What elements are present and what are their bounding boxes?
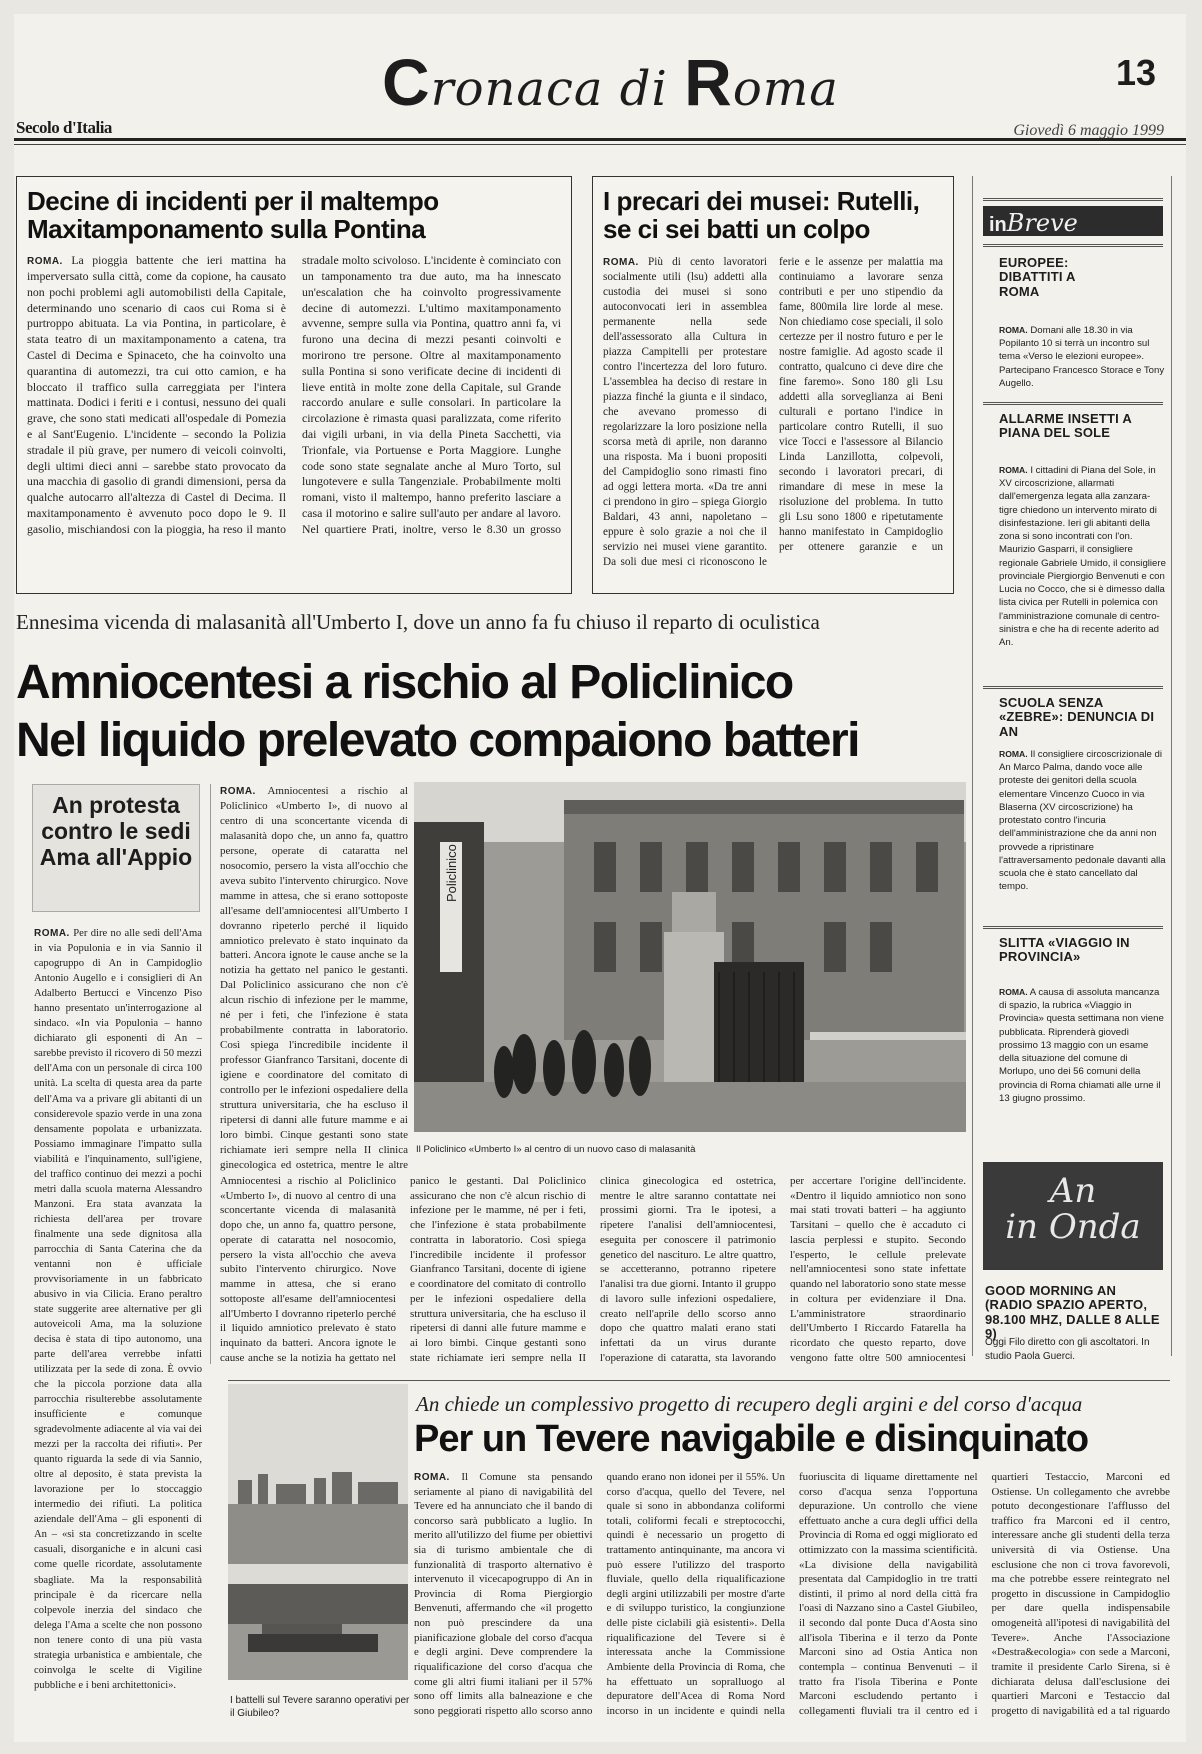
brief-rule <box>983 402 1163 405</box>
section-title <box>382 44 839 120</box>
an-in-onda-line-1: An <box>1049 1171 1097 1211</box>
ama-text: Per dire no alle sedi dell'Ama in via Populonia e in via Sannio il capogruppo di An in Campidoglio Antonio Augello e i consiglieri di An Adalberto Bertucci e Vincenzo Piso hanno presentato un'interrogazione al sindaco. «In via Populonia – hanno dichiarato gli esponenti di An – sarebbe previsto il ricovero di 50 mezzi dell'Ama con un personale di circa 100 unità. La scelta di questa area da parte dell'Ama va a privare gli abitanti di un considerevole spazio verde in una zona densamente popolata e urbanizzata. Possiamo immaginare l'impatto sulla viabilità e l'inquinamento, sull'igiene, del traffico continuo dei mezzi a pochi metri dalla scuola materna Alessandro Manzoni. Era stata avanzata la richiesta dell'area per trovare finalmente una sede dignitosa alla parrocchia di Santa Caterina che da ventanni non è ufficiale provvisoriamente in un fabbricato abusivo in via Cilicia. Erano peraltro state suggerite aree alternative per gli autoveicoli Ama, ma la soluzione decisa è stata di tipo autonomo, una parte dell'area verrebbe infatti utilizzata per la sede di zona. È ovvio che la piccola porzione data alla parrocchia risulterebbe assolutamente insufficiente e comunque sgradevolmente adiacente al via vai dei mezzi per la raccolta dei rifiuti». Per quanto riguarda la sede di via Sannio, oltre al deposito, è stata prevista la lavorazione per lo stoccaggio intermedio dei rifiuti. La politica aziendale dell'Ama – gli esponenti di An – «si sta concretizzando in scelte casuali, disorganiche e in alcuni casi come quelle ricordate, assolutamente sbagliate. Ma la responsabilità principale è da ricercare nella colpevole inerzia del sindaco che delega l'Ama a scelte che non possono non tenere conto di una più vasta strategia urbanistica e ambientale, che coinvolga le scelte di Vigiline pubbliche e i beni architettonici». <box>34 928 202 1691</box>
tevere-photo <box>228 1384 408 1680</box>
radio-text: Oggi Filo diretto con gli ascoltatori. In studio Paola Guerci. <box>985 1337 1150 1362</box>
tevere-text: Il Comune sta pensando seriamente al piano di navigabilità del Tevere ed ha annunciato che il bando di concorso sarà pubblicato a luglio. In merito all'utilizzo del fiume per obiettivi sia di turismo ambientale che di funzionalità di trasporto alternativo è intervenuto il vicecapogruppo di An in Provincia di Roma Piergiorgio Benvenuti, affermando che «il progetto non può prescindere da una pianificazione globale del corso d'acqua e degli argini. Deve comprendere la riqualificazione del corso d'acqua che come gli altri fiumi italiani per il 57% sono off limits alla balneazione e che sono peggiorati rispetto allo scorso anno quando erano non idonei per il 55%. Un corso d'acqua, quello del Tevere, nel quale si sono in abbondanza coliformi totali, coliformi fecali e streptococchi, quindi è necessario un progetto di trattamento antinquinante, ma ancora vi può essere l'utilizzo del trasporto fluviale, quello della riqualificazione degli argini utilizzabili per mostre d'arte e di sviluppo turistico, la congiunzione delle piste ciclabili già esistenti». Della riqualificazione del Tevere si è interessata anche la Commissione Ambiente della Provincia di Roma, che ha effettuato un sopralluogo al depuratore dell'Acea di Roma Nord incorso in un incidente e quindi nella fuoriuscita di liquame direttamente nel corso d'acqua senza l'opportuna depurazione. Un controllo che viene effettuato anche a cura degli uffici della Provincia di Roma ed oggi migliorato ed ottimizzato con la massima scientificità. «La divisione della navigabilità presentata dal Campidoglio in tre tratti distinti, il primo al nord della città fra l'oasi di Nazzano sino a Castel Giubileo, il secondo dal ponte Duca d'Aosta sino all'isola Tiberina e il terzo da Ponte Marconi sino ad Ostia Antica non contempla – continua Benvenuti – il tratto fra l'isola Tiberina e Ponte Marconi escludendo pertanto i collegamenti fluviali tra il centro ed i quartieri Testaccio, Marconi ed Ostiense. Un collegamento che avrebbe potuto decongestionare l'afflusso del traffico fra Marconi ed il centro, interessare anche gli studenti della terza università di via Ostiense. Una esclusione che non ci trova favorevoli, ma che potrebbe essere reintegrato nel progetto in discussione in Campidoglio per dare quella indispensabile omogeneità all'ipotesi di navigabilità del Tevere». Anche l'Associazione «Destra&ecologia» con sede a Marconi, tramite il presidente Carlo Sirena, si è dichiarata delusa dall'esclusione dei quartieri Marconi e Testaccio dal progetto di navigabilità ed a tal riguardo <box>414 1471 1170 1717</box>
brief-rule-top <box>983 198 1163 201</box>
tevere-photo-caption: I battelli sul Tevere saranno operativi per il Giubileo? <box>230 1695 410 1719</box>
brief-rule <box>983 244 1163 247</box>
policlinico-photo <box>414 782 966 1132</box>
brief-rule <box>983 686 1163 689</box>
brief-text-scuola <box>999 748 1167 920</box>
lead-kicker: Ennesima vicenda di malasanità all'Umberto I, dove un anno fa fu chiuso il reparto di oculistica <box>16 610 820 634</box>
lead-text: Amniocentesi a rischio al Policlinico «Umberto I», di nuovo al centro di una sconcertante vicenda di malasanità dopo che, un anno fa, quattro persone, operate di cataratta nel nosocomio, persero la vista all'occhio che aveva subito l'intervento chirurgico. Nove mamme in attesa, che si erano sottoposte all'esame dell'amniocentesi all'Umberto I dovranno ripeterlo perché il liquido amniotico prelevato è stato inquinato da batteri. Ancora ignote le cause anche se la notizia ha gettato nel panico le gestanti. Dal Policlinico assicurano che non c'è alcun rischio di infezione per le mamme, né per i feti, che l'infezione è stata probabilmente contratta in laboratorio. Così spiega l'incredibile incidente il professor Gianfranco Tarsitani, docente di igiene e coordinatore del comitato di controllo per le infezioni ospedaliere della struttura universitaria, che ha escluso il ripetersi di danni alle future mamme e ai loro bimbi. Cinque gestanti sono state richiamate ieri sempre nella II clinica ginecologica ed ostetrica, mentre le altre <box>220 785 408 1171</box>
maltempo-dateline: ROMA. <box>27 256 63 268</box>
musei-body <box>603 255 943 573</box>
maltempo-headline-2: Maxitamponamento sulla Pontina <box>27 214 426 245</box>
ama-headline-box <box>32 784 200 912</box>
tevere-photo-drawing <box>228 1384 408 1680</box>
section-initial-r: R <box>684 45 733 119</box>
policlinico-photo-caption: Il Policlinico «Umberto I» al centro di un nuovo caso di malasanità <box>416 1144 696 1155</box>
masthead-rule <box>14 138 1186 141</box>
maltempo-headline-1: Decine di incidenti per il maltempo <box>27 186 439 216</box>
lead-dateline: ROMA. <box>220 786 256 797</box>
brief-rule <box>983 926 1163 929</box>
lead-headline-1: Amniocentesi a rischio al Policlinico <box>16 656 793 709</box>
story-musei <box>592 176 954 594</box>
brief-title-insetti: ALLARME INSETTI A PIANA DEL SOLE <box>999 411 1132 441</box>
brief-dateline-europee: ROMA. <box>999 325 1028 335</box>
section-title-part1: ronaca di <box>430 61 685 117</box>
ama-headline: An protesta contro le sedi Ama all'Appio <box>39 792 193 870</box>
issue-date: Giovedì 6 maggio 1999 <box>1013 122 1164 139</box>
ama-body <box>34 926 202 1714</box>
lead-body-lower <box>220 1174 966 1366</box>
lead-headline <box>16 654 966 769</box>
musei-text: Più di cento lavoratori socialmente utili (lsu) addetti alla custodia dei musei si sono autoconvocati ieri in assemblea permanente nella sede dell'assessorato alla Cultura in piazza Campitelli per protestare contro l'incertezza del loro futuro. L'assemblea ha deciso di restare in piazza finché la giunta e il sindaco, che avevano promesso di regolarizzare la loro posizione nella scorsa metà di aprile, non daranno una risposta. Ma i buoni propositi del Campidoglio sono rimasti fino ad oggi lettera morta. «Da tre anni ci prendono in giro – spiega Giorgio Baldari, 43 anni, napoletano – eppure è solo grazie a noi che il servizio nei musei viene garantito. Da soli due mesi ci riconoscono le ferie e le assenze per malattia ma continuiamo a lavorare senza contributi e per uno stipendio da fame, 800mila lire lorde al mese. Non chiediamo cose speciali, il solo certezze per il nostro futuro e per le nostre famiglie. Ad agosto scade il contratto, qualcuno ci deve dire che fine faremo». Sono 180 gli Lsu addetti alla sorveglianza ai Beni culturali e portano l'indice in particolare contro Rutelli, il suo vice Tocci e l'assessore al Bilancio Linda Lanzillotta, colpevoli, secondo i lavoratori precari, di rimandare di mese in mese la risoluzione del problema. In tutto gli Lsu sono 1800 e ripetutamente hanno manifestato in Campidoglio per ottenere garanzie e un <box>603 256 943 569</box>
brief-body-slitta: A causa di assoluta mancanza di spazio, la rubrica «Viaggio in Provincia» questa settimana non viene pubblicata. Riprenderà giovedì prossimo 13 maggio con un esame della situazione del comune di Morlupo, uno dei 56 comuni della provincia di Roma chiamati alle urne il 13 giugno prossimo. <box>999 987 1164 1104</box>
brief-body-insetti: I cittadini di Piana del Sole, in XV circoscrizione, allarmati dall'emergenza legata alla zanzara-tigre chiedono un intervento mirato di disinfestazione. Ieri gli abitanti della zona si sono incontrati con l'on. Maurizio Gasparri, il consigliere regionale Gabriele Umido, il consigliere provinciale Piergiorgio Benvenuti e con Lucia no Cocco, che si è dimesso dalla lista civica per Rutelli in polemica con l'amministrazione comunale di centro-sinistra e che ha di recente aderito ad An. <box>999 465 1166 649</box>
tevere-divider <box>228 1380 1170 1381</box>
lead-text-continued: Amniocentesi a rischio al Policlinico «Umberto I», di nuovo al centro di una sconcertante vicenda di malasanità dopo che, un anno fa, quattro persone, operate di cataratta nel nosocomio, persero la vista all'occhio che aveva subito l'intervento chirurgico. Nove mamme in attesa, che si erano sottoposte all'esame dell'amniocentesi all'Umberto I dovranno ripeterlo perché il liquido amniotico prelevato è stato inquinato da batteri. Ancora ignote le cause anche se la notizia ha gettato nel panico le gestanti. Dal Policlinico assicurano che non c'è alcun rischio di infezione per le mamme, né per i feti, che l'infezione è stata probabilmente contratta in laboratorio. Così spiega l'incredibile incidente il professor Gianfranco Tarsitani, docente di igiene e coordinatore del comitato di controllo per le infezioni ospedaliere della struttura universitaria, che ha escluso il ripetersi di danni alle future mamme e ai loro bimbi. Cinque gestanti sono state richiamate ieri sempre nella II clinica ginecologica ed ostetrica, mentre le altre saranno contattate nei prossimi giorni. Tra le ipotesi, a ripetere l'analisi dell'amniocentesi, eseguita per conoscere il patrimonio genetico del nascituro. Le altre quattro, se accetteranno, potranno ripetere l'analisi tra due giorni. Intanto il gruppo di lavoro sulle infezioni ospedaliere, creato nell'aprile dello scorso anno dopo che quattro malati erano stati infettati da un virus durante l'operazione di cataratta, sta lavorando per accertare l'origine dell'incidente. «Dentro il liquido amniotico non sono mai stati trovati batteri – ha aggiunto Tarsitani – quello che è accaduto ci lascia perplessi e stupito. Secondo l'esperto, le cellule prelevate nell'amniocentesi sono state infettate quando nel laboratorio sono state messe in coltura per evidenziare il Dna. L'amministratore straordinario dell'Umberto I Riccardo Fatarella ha ricordato che questo reparto, dove vengono fatte oltre 500 amniocentesi <box>220 1175 966 1364</box>
maltempo-body <box>27 253 561 553</box>
brief-text-insetti <box>999 464 1167 678</box>
tevere-body <box>414 1470 1170 1732</box>
brief-text-slitta <box>999 986 1167 1150</box>
brief-title-scuola: SCUOLA SENZA «ZEBRE»: DENUNCIA DI AN <box>999 695 1155 739</box>
policlinico-photo-drawing <box>414 782 966 1132</box>
story-maltempo <box>16 176 572 594</box>
section-title-part2: oma <box>732 61 839 117</box>
ama-column-rule <box>210 784 211 1364</box>
newspaper-logo: Secolo d'Italia <box>16 118 112 137</box>
in-breve-banner-2: Breve <box>1006 209 1078 237</box>
in-breve-banner <box>983 206 1163 236</box>
sidebar-in-breve <box>972 176 1172 1362</box>
in-breve-banner-1: in <box>989 214 1007 236</box>
tevere-headline: Per un Tevere navigabile e disinquinato <box>414 1418 1089 1460</box>
brief-title-europee: EUROPEE: DIBATTITI A ROMA <box>999 255 1076 299</box>
ama-dateline: ROMA. <box>34 928 70 939</box>
newspaper-page <box>14 14 1186 1742</box>
an-in-onda-logo <box>983 1162 1163 1270</box>
tevere-kicker: An chiede un complessivo progetto di recupero degli argini e del corso d'acqua <box>416 1392 1083 1416</box>
brief-dateline-scuola: ROMA. <box>999 749 1028 759</box>
page-number: 13 <box>1115 52 1156 93</box>
section-initial-c: C <box>382 45 431 119</box>
radio-title: GOOD MORNING AN (RADIO SPAZIO APERTO, 98.100 MHZ, DALLE 8 ALLE 9) <box>985 1283 1160 1341</box>
brief-dateline-insetti: ROMA. <box>999 465 1028 475</box>
masthead <box>14 14 1186 139</box>
brief-body-scuola: Il consigliere circoscrizionale di An Marco Palma, dando voce alle proteste dei genitori della scuola elementare Vincenzo Cuoco in via Blaserna (XV circoscrizione) ha protestato contro l'incuria dell'amministrazione che da anni non provvede a ripristinare l'attraversamento pedonale davanti alla scuola che è stato cancellato dal tempo. <box>999 749 1166 893</box>
policlinico-sign-text: Policlinico <box>444 844 459 902</box>
an-in-onda-line-2: in Onda <box>1005 1206 1141 1247</box>
brief-title-slitta: SLITTA «VIAGGIO IN PROVINCIA» <box>999 935 1130 965</box>
musei-dateline: ROMA. <box>603 257 639 269</box>
maltempo-text: La pioggia battente che ieri mattina ha imperversato sulla città, come da copione, ha causato non pochi problemi agli automobilisti della Capitale, determinando uno scenario di caos cui Roma si è purtroppo abituata. La via Pontina, in particolare, è stata teatro di un maxitamponamento a catena, tra Castel di Decima e Spinaceto, che ha coinvolto una quarantina di automezzi, tra cui otto camion, e ha bloccato il traffico sulla carreggiata per l'intera mattinata. Dodici i feriti e i contusi, nessuno dei quali grave, che sono stati medicati all'ospedale di Pomezia e al Sant'Eugenio. L'incidente – secondo la Polizia stradale il più grave, per numero di veicoli coinvolti, degli ultimi dieci anni – sarebbe stato provocato da una macchia di gasolio di grandi dimensioni, persa da qualche autocarro all'altezza di Castel di Decima. Il maxitamponamento è avvenuto poco dopo le 9. Il gasolio, mischiandosi con la pioggia, ha reso il manto stradale molto scivoloso. L'incidente è cominciato con un tamponamento tra due auto, ma ha innescato un'escalation che ha coinvolto progressivamente decine di automezzi. L'ultimo maxitamponamento avvenne, sempre sulla via Pontina, quattro anni fa, vi furono una decina di mezzi pesanti coinvolti e morirono tre persone. Oltre al maxitamponamento sulla Pontina si sono verificate decine di incidenti di lieve entità in molte zone della Capitale, sul Grande raccordo anulare e sulle consolari. In particolare la circolazione è rimasta quasi paralizzata, come riferito dai vigili urbani, in via della Pineta Sacchetti, via Trionfale, via Portuense e Porta Maggiore. Lunghe code sono state segnalate anche al Muro Torto, sul lungotevere e sulla Tangenziale. Probabilmente molti romani, visto il maltempo, hanno preferito lasciare a casa il motorino e salire sull'auto per andare al lavoro. Nel quartiere Prati, inoltre, verso le 8.30 un grosso <box>27 253 561 536</box>
brief-dateline-slitta: ROMA. <box>999 987 1028 997</box>
masthead-rule-thin <box>14 144 1186 145</box>
musei-headline: I precari dei musei: Rutelli, se ci sei batti un colpo <box>603 186 920 245</box>
tevere-dateline: ROMA. <box>414 1472 450 1483</box>
lead-body-upper <box>220 784 408 1174</box>
lead-headline-2: Nel liquido prelevato compaiono batteri <box>16 713 859 767</box>
brief-body-europee: Domani alle 18.30 in via Popilanto 10 si terrà un incontro sul tema «Verso le elezioni europee». Partecipano Francesco Storace e Tony Augello. <box>999 325 1165 389</box>
brief-text-europee <box>999 324 1167 394</box>
